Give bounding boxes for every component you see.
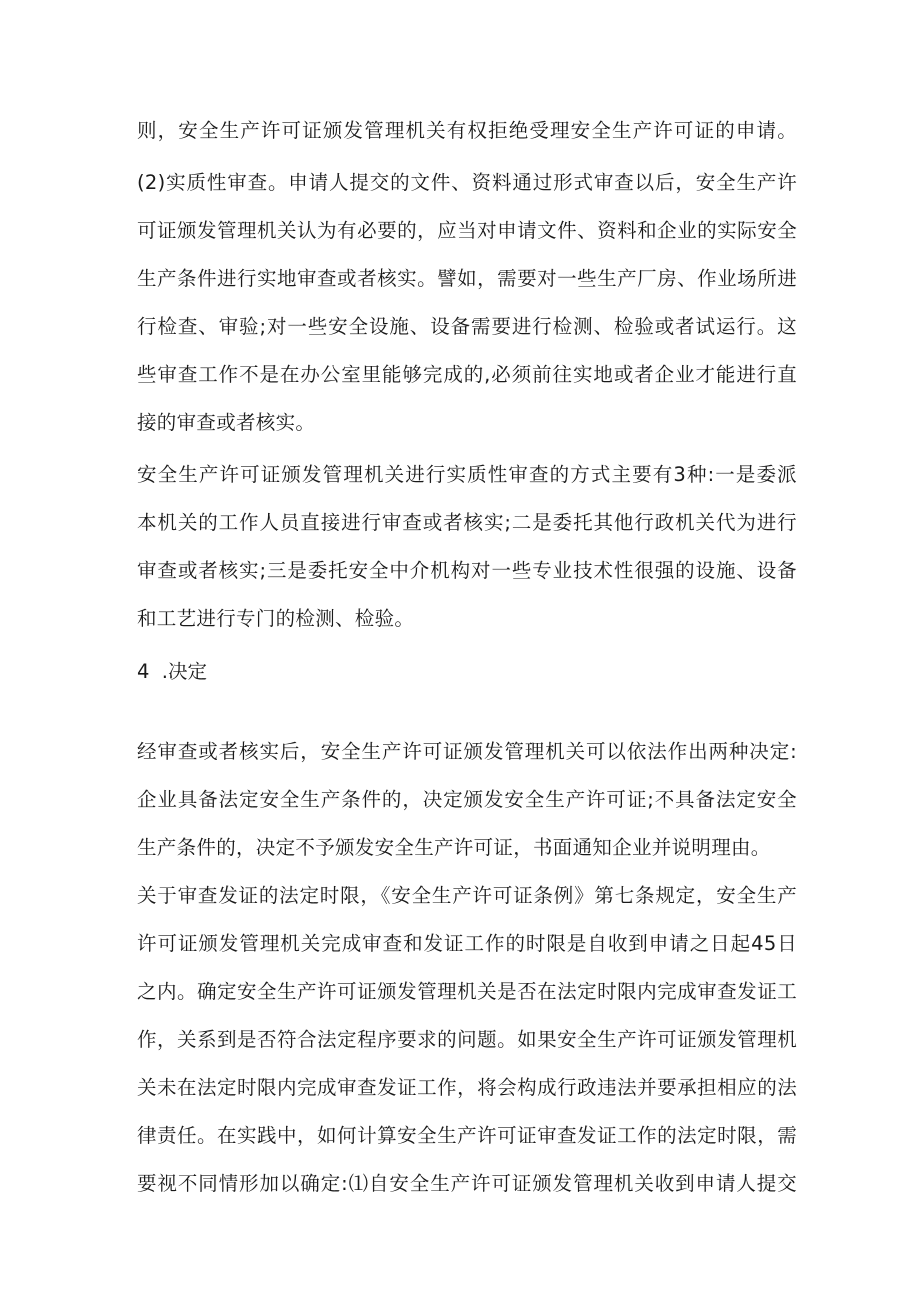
text-line: 行检查、审验;对一些安全设施、设备需要进行检测、检验或者试运行。这 bbox=[137, 315, 797, 338]
text-line: 生产条件进行实地审查或者核实。譬如，需要对一些生产厂房、作业场所进 bbox=[137, 267, 797, 290]
text-line: 安全生产许可证颁发管理机关进行实质性审查的方式主要有3种:一是委派 bbox=[137, 463, 797, 486]
text-line: 许可证颁发管理机关完成审查和发证工作的时限是自收到申请之日起45日 bbox=[137, 932, 797, 955]
text-line: 作，关系到是否符合法定程序要求的问题。如果安全生产许可证颁发管理机 bbox=[137, 1028, 797, 1051]
text-line: 接的审查或者核实。 bbox=[137, 411, 316, 434]
text-line: 律责任。在实践中，如何计算安全生产许可证审查发证工作的法定时限，需 bbox=[137, 1124, 797, 1147]
text-line: 审查或者核实;三是委托安全中介机构对一些专业技术性很强的设施、设备 bbox=[137, 559, 797, 582]
text-line: 要视不同情形加以确定:⑴自安全生产许可证颁发管理机关收到申请人提交 bbox=[137, 1172, 797, 1195]
text-line: 些审查工作不是在办公室里能够完成的,必须前往实地或者企业才能进行直 bbox=[137, 363, 797, 386]
text-line: (2)实质性审查。申请人提交的文件、资料通过形式审查以后，安全生产许 bbox=[137, 171, 797, 194]
text-line: 和工艺进行专门的检测、检验。 bbox=[137, 607, 415, 630]
text-line: 可证颁发管理机关认为有必要的，应当对申请文件、资料和企业的实际安全 bbox=[137, 219, 797, 242]
text-line: 生产条件的，决定不予颁发安全生产许可证，书面通知企业并说明理由。 bbox=[137, 836, 771, 859]
text-line: 则，安全生产许可证颁发管理机关有权拒绝受理安全生产许可证的申请。 bbox=[137, 119, 797, 142]
text-line: 经审查或者核实后，安全生产许可证颁发管理机关可以依法作出两种决定: bbox=[137, 740, 797, 763]
text-line: 本机关的工作人员直接进行审查或者核实;二是委托其他行政机关代为进行 bbox=[137, 511, 797, 534]
section-heading: 4 .决定 bbox=[137, 660, 208, 683]
text-line: 关于审查发证的法定时限，《安全生产许可证条例》第七条规定，安全生产 bbox=[137, 884, 797, 907]
text-line: 关未在法定时限内完成审查发证工作，将会构成行政违法并要承担相应的法 bbox=[137, 1076, 797, 1099]
text-line: 企业具备法定安全生产条件的，决定颁发安全生产许可证;不具备法定安全 bbox=[137, 788, 797, 811]
text-line: 之内。确定安全生产许可证颁发管理机关是否在法定时限内完成审查发证工 bbox=[137, 980, 797, 1003]
